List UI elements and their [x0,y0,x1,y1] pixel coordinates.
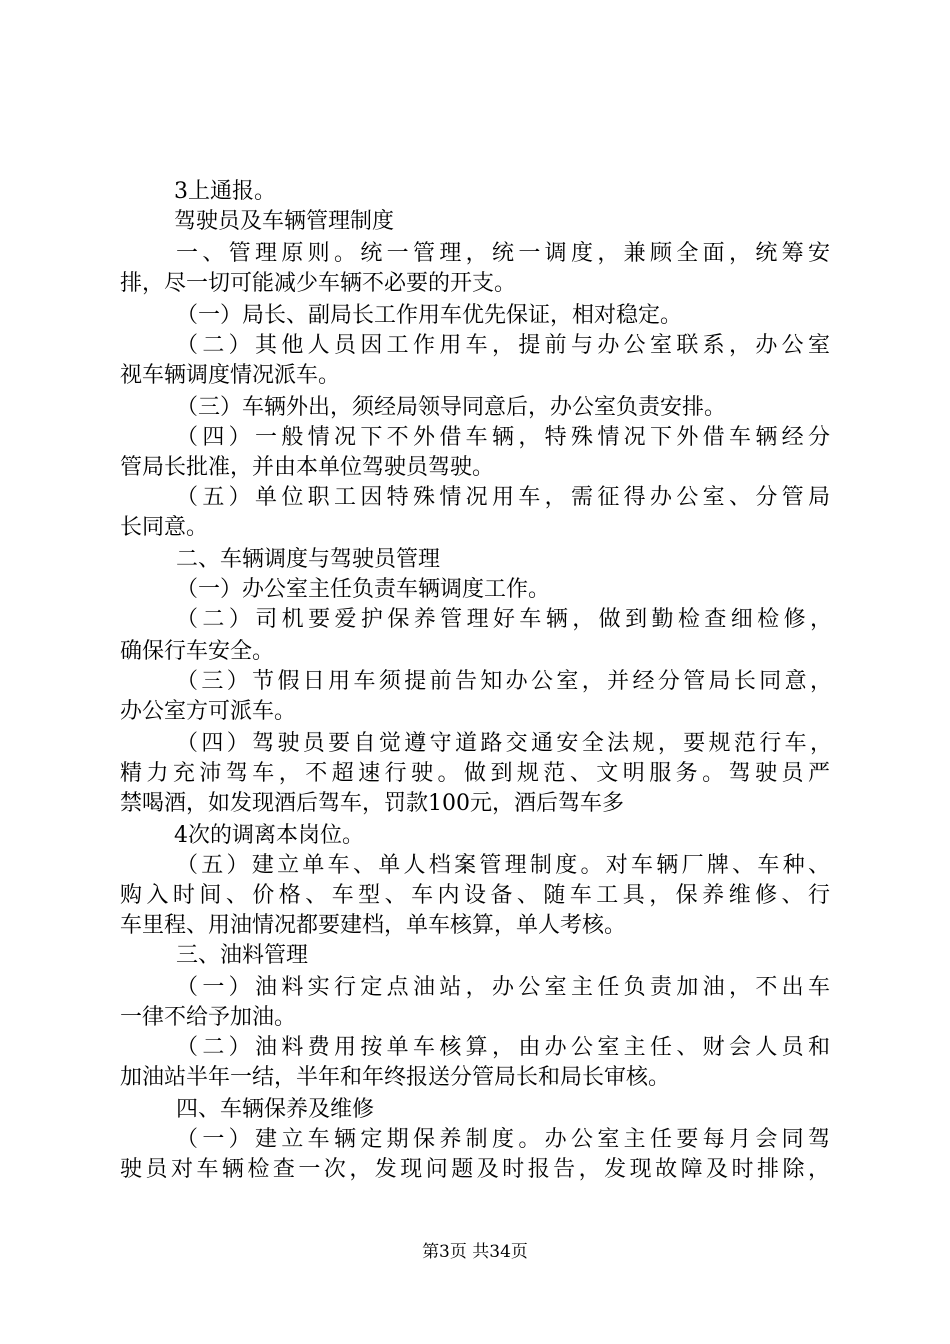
text-line: 3上通报。 [174,179,276,204]
text-line: （四）驾驶员要自觉遵守道路交通安全法规，要规范行车， [176,731,832,756]
text-line: 购入时间、价格、车型、车内设备、随车工具，保养维修、行 [120,883,830,908]
text-line: （一）油料实行定点油站，办公室主任负责加油，不出车 [176,975,830,1000]
text-line: （二）司机要爱护保养管理好车辆，做到勤检查细检修， [176,607,832,632]
text-line: 排，尽一切可能减少车辆不必要的开支。 [120,271,517,296]
text-line: 管局长批准，并由本单位驾驶员驾驶。 [120,455,495,480]
text-line: 禁喝酒，如发现酒后驾车，罚款100元，酒后驾车多 [120,791,624,816]
section-heading: 三、油料管理 [176,943,309,968]
text-line: （一）局长、副局长工作用车优先保证，相对稳定。 [176,303,683,328]
text-line: （三）车辆外出，须经局领导同意后，办公室负责安排。 [176,395,727,420]
text-line: 精力充沛驾车，不超速行驶。做到规范、文明服务。驾驶员严 [120,761,830,786]
text-line: （二）油料费用按单车核算，由办公室主任、财会人员和 [176,1035,830,1060]
text-line: （一）办公室主任负责车辆调度工作。 [176,577,551,602]
section-heading: 二、车辆调度与驾驶员管理 [176,547,441,572]
text-line: 确保行车安全。 [120,639,275,664]
page-number-footer: 第3页 共34页 [422,1242,528,1262]
text-line: 办公室方可派车。 [120,699,297,724]
text-line: 一律不给予加油。 [120,1005,297,1030]
section-title: 驾驶员及车辆管理制度 [174,209,395,234]
text-line: 驶员对车辆检查一次，发现问题及时报告，发现故障及时排除， [120,1157,830,1182]
text-line: （三）节假日用车须提前告知办公室，并经分管局长同意， [176,669,832,694]
text-line: （五）单位职工因特殊情况用车，需征得办公室、分管局 [176,485,830,510]
text-line: 加油站半年一结，半年和年终报送分管局长和局长审核。 [120,1065,671,1090]
text-line: 4次的调离本岗位。 [174,823,364,848]
text-line: （五）建立单车、单人档案管理制度。对车辆厂牌、车种、 [176,853,830,878]
text-line: 视车辆调度情况派车。 [120,363,341,388]
text-line: （四）一般情况下不外借车辆，特殊情况下外借车辆经分 [176,425,830,450]
text-line: 一、管理原则。统一管理，统一调度，兼顾全面，统筹安 [176,241,830,266]
section-heading: 四、车辆保养及维修 [176,1097,375,1122]
text-line: 车里程、用油情况都要建档，单车核算，单人考核。 [120,913,627,938]
text-line: （一）建立车辆定期保养制度。办公室主任要每月会同驾 [176,1127,830,1152]
text-line: （二）其他人员因工作用车，提前与办公室联系，办公室 [176,333,830,358]
text-line: 长同意。 [120,515,209,540]
